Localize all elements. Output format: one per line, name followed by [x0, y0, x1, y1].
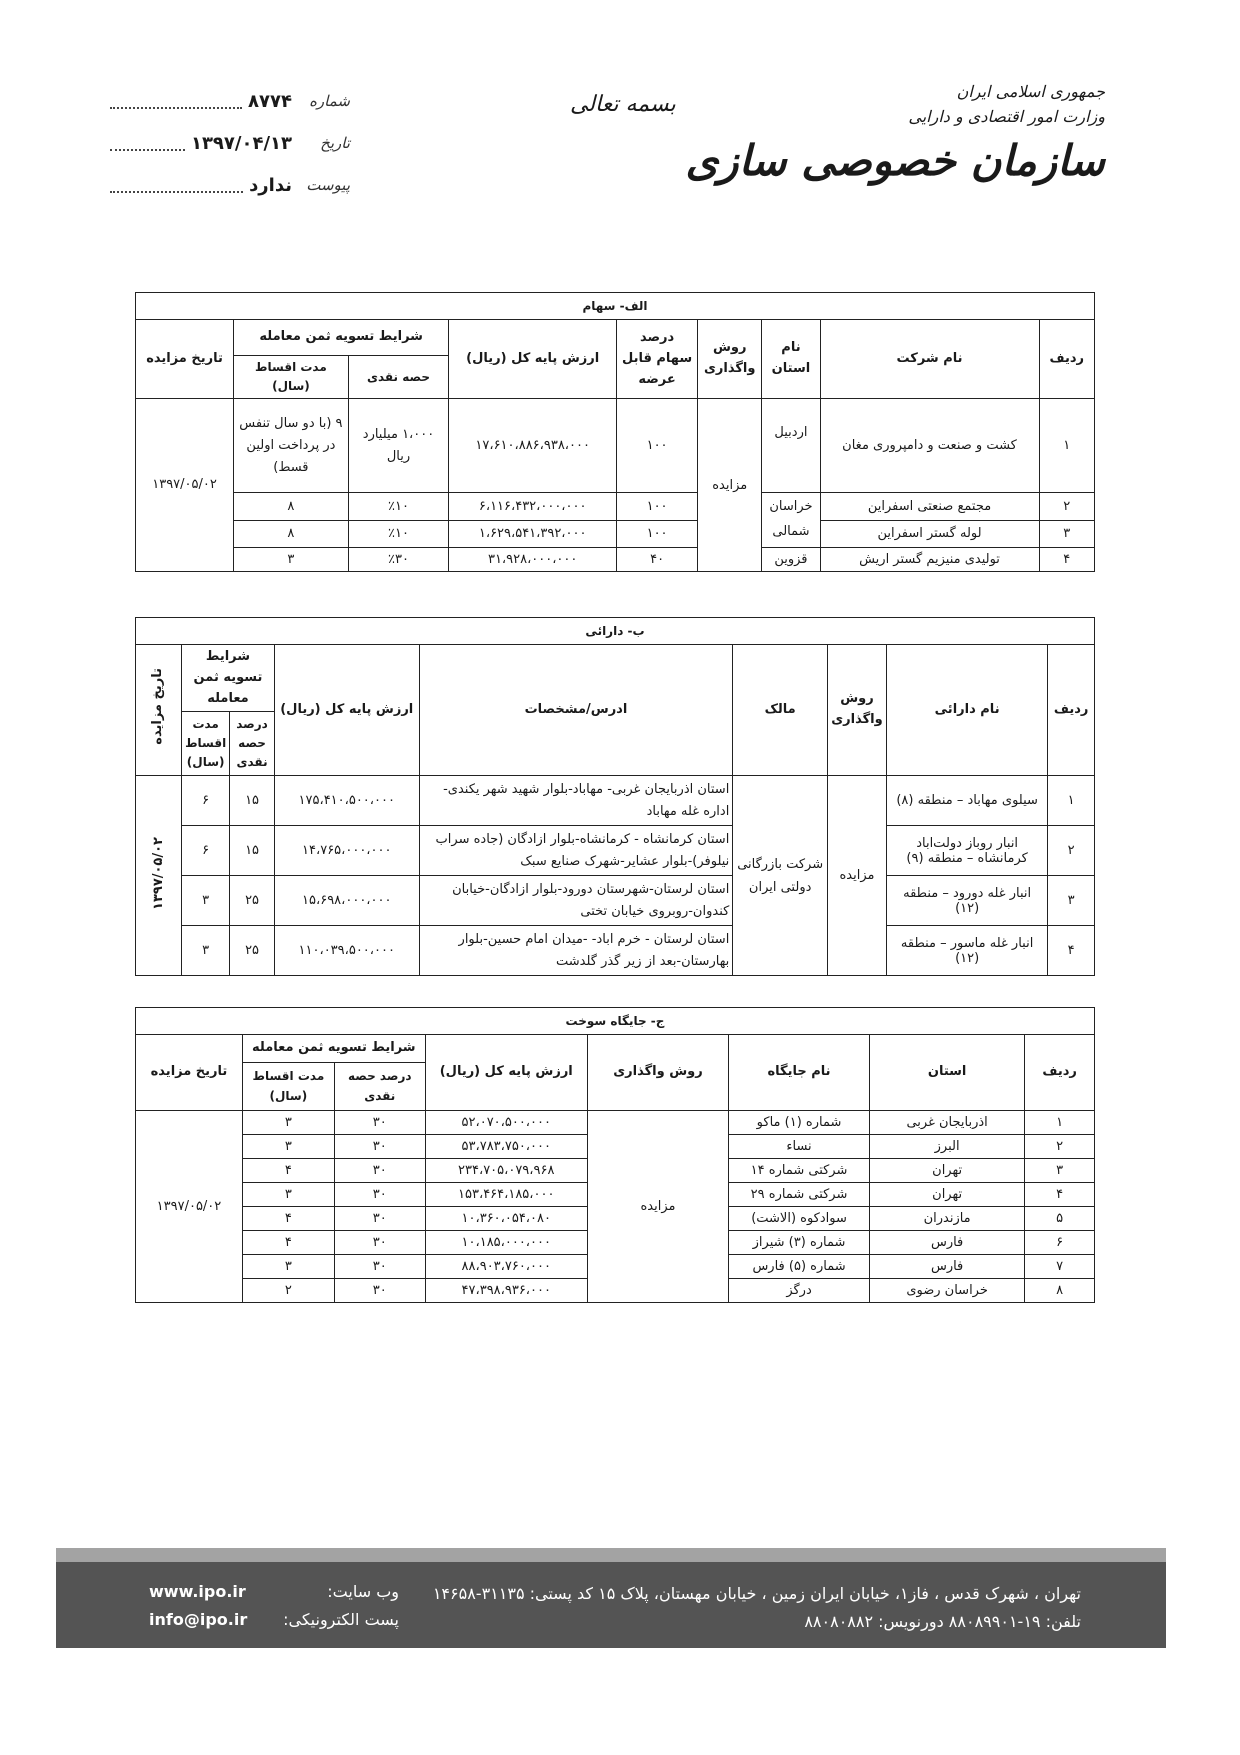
cell-row: ۲ — [1048, 826, 1095, 876]
table-caption: الف- سهام — [136, 293, 1095, 320]
cell-value: ۴۷،۳۹۸،۹۳۶،۰۰۰ — [425, 1279, 587, 1303]
cell-address: استان لرستان-شهرستان دورود-بلوار ازادگان-خیابان کندوان-روبروی خیابان تختی — [419, 876, 733, 926]
cell-row: ۴ — [1025, 1183, 1095, 1207]
cell-installments: ۸ — [234, 520, 349, 547]
website-link[interactable]: www.ipo.ir — [149, 1582, 246, 1601]
cell-cash: ۲۵ — [230, 926, 275, 976]
footer-phone: تلفن: ۱۹-۸۸۰۸۹۹۰۱ دورنویس: ۸۸۰۸۰۸۸۲ — [804, 1612, 1081, 1631]
cell-company: تولیدی منیزیم گستر اریش — [820, 547, 1039, 571]
letter-attachment-row — [110, 164, 350, 206]
cell-method: مزایده — [587, 1111, 728, 1303]
website-row — [149, 1578, 399, 1606]
assets-table — [135, 617, 1095, 976]
cell-installments: ۳ — [182, 876, 230, 926]
cell-installments: ۳ — [182, 926, 230, 976]
cell-station: شرکتی شماره ۲۹ — [729, 1183, 870, 1207]
cell-value: ۱۵۳،۴۶۴،۱۸۵،۰۰۰ — [425, 1183, 587, 1207]
cell-cash: ۳۰ — [334, 1159, 425, 1183]
email-link[interactable]: info@ipo.ir — [149, 1610, 248, 1629]
cell-value: ۱۴،۷۶۵،۰۰۰،۰۰۰ — [274, 826, 419, 876]
table-row — [136, 826, 1095, 876]
cell-row: ۷ — [1025, 1255, 1095, 1279]
table-row — [136, 547, 1095, 571]
cell-value: ۱۱۰،۰۳۹،۵۰۰،۰۰۰ — [274, 926, 419, 976]
cell-province: قزوین — [762, 547, 820, 571]
cell-value: ۵۳،۷۸۳،۷۵۰،۰۰۰ — [425, 1135, 587, 1159]
footer-address: تهران ، شهرک قدس ، فاز۱، خیابان ایران زمین ، خیابان مهستان، پلاک ۱۵ کد پستی: ۳۱۱۳۵-۱۴۶۵۸ — [432, 1584, 1081, 1603]
auction-date-header: تاریخ مزایده — [150, 667, 166, 745]
cell-row: ۳ — [1025, 1159, 1095, 1183]
cell-installments: ۳ — [234, 547, 349, 571]
cell-row: ۵ — [1025, 1207, 1095, 1231]
cell-cash: ۳۰ — [334, 1255, 425, 1279]
cell-installments: ۳ — [242, 1183, 334, 1207]
col-header: نام استان — [762, 320, 820, 399]
org-name: سازمان خصوصی سازی — [685, 136, 1105, 185]
cell-station: شرکتی شماره ۱۴ — [729, 1159, 870, 1183]
cell-cash: ۳۰ — [334, 1279, 425, 1303]
cell-value: ۸۸،۹۰۳،۷۶۰،۰۰۰ — [425, 1255, 587, 1279]
col-header: ارزش پایه کل (ریال) — [274, 645, 419, 776]
col-header: مدت اقساط (سال) — [182, 712, 230, 776]
letter-meta — [110, 80, 350, 206]
cell-value: ۶،۱۱۶،۴۳۲،۰۰۰،۰۰۰ — [449, 493, 617, 520]
col-header: درصد حصه نقدی — [334, 1063, 425, 1111]
cell-value: ۱۵،۶۹۸،۰۰۰،۰۰۰ — [274, 876, 419, 926]
cell-station: نساء — [729, 1135, 870, 1159]
cell-province: خراسان شمالی — [762, 493, 820, 547]
cell-installments: ۳ — [242, 1255, 334, 1279]
col-header: مالک — [733, 645, 828, 776]
cell-row: ۴ — [1048, 926, 1095, 976]
cell-station: شماره (۳) شیراز — [729, 1231, 870, 1255]
auction-date-value: ۱۳۹۷/۰۵/۰۲ — [151, 837, 167, 911]
col-header: تاریخ مزایده — [136, 1035, 243, 1111]
cell-cash: ۱۵ — [230, 776, 275, 826]
cell-installments: ۳ — [242, 1111, 334, 1135]
cell-installments: ۹ (با دو سال تنفس در پرداخت اولین قسط) — [234, 399, 349, 493]
col-header: شرایط تسویه ثمن معامله — [182, 645, 275, 712]
table-row — [136, 520, 1095, 547]
cell-asset: انبار غله ماسور – منطقه (۱۲) — [886, 926, 1047, 976]
col-header: مدت اقساط (سال) — [234, 356, 349, 399]
org-line-1: جمهوری اسلامی ایران — [956, 82, 1105, 101]
cell-value: ۱۰،۳۶۰،۰۵۴،۰۸۰ — [425, 1207, 587, 1231]
cell-auction-date: ۱۳۹۷/۰۵/۰۲ — [136, 399, 234, 571]
shares-table — [135, 292, 1095, 572]
cell-row: ۶ — [1025, 1231, 1095, 1255]
cell-owner: شرکت بازرگانی دولتی ایران — [733, 776, 828, 976]
cell-percent: ۱۰۰ — [617, 399, 698, 493]
cell-installments: ۶ — [182, 826, 230, 876]
cell-installments: ۴ — [242, 1207, 334, 1231]
col-header: نام جایگاه — [729, 1035, 870, 1111]
attachment-label: پیوست — [306, 176, 350, 194]
date-label: تاریخ — [320, 134, 350, 152]
letter-date-row — [110, 122, 350, 164]
cell-province: خراسان رضوی — [869, 1279, 1024, 1303]
col-header: ادرس/مشخصات — [419, 645, 733, 776]
cell-value: ۱۷،۶۱۰،۸۸۶،۹۳۸،۰۰۰ — [449, 399, 617, 493]
dotted-line — [110, 135, 185, 151]
cell-cash: ۱،۰۰۰ میلیارد ریال — [348, 399, 449, 493]
col-header: ارزش پایه کل (ریال) — [449, 320, 617, 399]
cell-asset: انبار روباز دولت‌اباد کرمانشاه – منطقه (۹) — [886, 826, 1047, 876]
cell-row: ۱ — [1039, 399, 1094, 493]
cell-cash: ۳۰ — [334, 1207, 425, 1231]
cell-installments: ۴ — [242, 1231, 334, 1255]
cell-asset: انبار غله دورود – منطقه (۱۲) — [886, 876, 1047, 926]
cell-company: لوله گستر اسفراین — [820, 520, 1039, 547]
cell-address: استان اذربایجان غربی- مهاباد-بلوار شهید شهر یکندی- اداره غله مهاباد — [419, 776, 733, 826]
cell-cash: ۲۵ — [230, 876, 275, 926]
fuel-stations-table — [135, 1007, 1095, 1303]
org-letterhead — [685, 82, 1105, 185]
col-header: نام دارائی — [886, 645, 1047, 776]
org-line-2: وزارت امور اقتصادی و دارایی — [908, 107, 1105, 126]
col-header: درصد حصه نقدی — [230, 712, 275, 776]
cell-installments: ۸ — [234, 493, 349, 520]
cell-row: ۳ — [1048, 876, 1095, 926]
cell-percent: ۱۰۰ — [617, 520, 698, 547]
cell-value: ۱،۶۲۹،۵۴۱،۳۹۲،۰۰۰ — [449, 520, 617, 547]
col-header: حصه نقدی — [348, 356, 449, 399]
cell-cash: ۳۰ — [334, 1135, 425, 1159]
cell-installments: ۴ — [242, 1159, 334, 1183]
cell-value: ۲۳۴،۷۰۵،۰۷۹،۹۶۸ — [425, 1159, 587, 1183]
cell-station: شماره (۱) ماکو — [729, 1111, 870, 1135]
cell-cash: ۳۰ — [334, 1231, 425, 1255]
cell-province: تهران — [869, 1159, 1024, 1183]
cell-province: البرز — [869, 1135, 1024, 1159]
table-row — [136, 776, 1095, 826]
letter-number-row — [110, 80, 350, 122]
cell-cash: ٪۱۰ — [348, 520, 449, 547]
dotted-line — [110, 177, 243, 193]
cell-installments: ۶ — [182, 776, 230, 826]
cell-cash: ۳۰ — [334, 1111, 425, 1135]
number-value: ۸۷۷۴ — [248, 90, 292, 112]
cell-cash: ۳۰ — [334, 1183, 425, 1207]
cell-installments: ۳ — [242, 1135, 334, 1159]
footer — [56, 1548, 1166, 1648]
footer-web — [149, 1578, 399, 1634]
cell-row: ۳ — [1039, 520, 1094, 547]
col-header: ردیف — [1039, 320, 1094, 399]
col-header: شرایط تسویه ثمن معامله — [234, 320, 449, 356]
table-row — [136, 399, 1095, 493]
cell-province: اردبیل — [762, 399, 820, 493]
col-header: ارزش پایه کل (ریال) — [425, 1035, 587, 1111]
cell-row: ۲ — [1025, 1135, 1095, 1159]
cell-address: استان لرستان - خرم اباد- -میدان امام حسین-بلوار بهارستان-بعد از زیر گذر گلدشت — [419, 926, 733, 976]
cell-address: استان کرمانشاه - کرمانشاه-بلوار ازادگان (جاده سراب نیلوفر)-بلوار عشایر-شهرک صنایع سبک — [419, 826, 733, 876]
cell-cash: ۱۵ — [230, 826, 275, 876]
col-header: نام شرکت — [820, 320, 1039, 399]
col-header: مدت اقساط (سال) — [242, 1063, 334, 1111]
table-row — [136, 876, 1095, 926]
cell-method: مزایده — [827, 776, 886, 976]
email-label: پست الکترونیکی: — [283, 1610, 399, 1629]
col-header: تاریخ مزایده — [136, 320, 234, 399]
cell-province: مازندران — [869, 1207, 1024, 1231]
cell-percent: ۴۰ — [617, 547, 698, 571]
cell-auction-date: ۱۳۹۷/۰۵/۰۲ — [136, 1111, 243, 1303]
cell-cash: ٪۳۰ — [348, 547, 449, 571]
cell-percent: ۱۰۰ — [617, 493, 698, 520]
table-caption: ب- دارائی — [136, 618, 1095, 645]
cell-asset: سیلوی مهاباد – منطقه (۸) — [886, 776, 1047, 826]
col-header: روش واگذاری — [827, 645, 886, 776]
col-header: ردیف — [1048, 645, 1095, 776]
cell-row: ۸ — [1025, 1279, 1095, 1303]
footer-stripe — [56, 1548, 1166, 1562]
basmala: بسمه تعالی — [570, 92, 676, 117]
cell-station: درگز — [729, 1279, 870, 1303]
cell-row: ۴ — [1039, 547, 1094, 571]
cell-installments: ۲ — [242, 1279, 334, 1303]
table-caption: ج- جایگاه سوخت — [136, 1008, 1095, 1035]
footer-contact — [433, 1580, 1081, 1636]
number-label: شماره — [309, 92, 350, 110]
cell-cash: ٪۱۰ — [348, 493, 449, 520]
cell-row: ۲ — [1039, 493, 1094, 520]
date-value: ۱۳۹۷/۰۴/۱۳ — [190, 132, 292, 154]
attachment-value: ندارد — [249, 174, 292, 196]
col-header: درصد سهام قابل عرضه — [617, 320, 698, 399]
col-header: استان — [869, 1035, 1024, 1111]
email-row — [149, 1606, 399, 1634]
cell-station: شماره (۵) فارس — [729, 1255, 870, 1279]
cell-company: مجتمع صنعتی اسفراین — [820, 493, 1039, 520]
table-row — [136, 926, 1095, 976]
col-header: ردیف — [1025, 1035, 1095, 1111]
cell-value: ۱۰،۱۸۵،۰۰۰،۰۰۰ — [425, 1231, 587, 1255]
cell-value: ۱۷۵،۴۱۰،۵۰۰،۰۰۰ — [274, 776, 419, 826]
cell-province: فارس — [869, 1231, 1024, 1255]
cell-value: ۵۲،۰۷۰،۵۰۰،۰۰۰ — [425, 1111, 587, 1135]
table-row — [136, 493, 1095, 520]
cell-row: ۱ — [1048, 776, 1095, 826]
cell-company: کشت و صنعت و دامپروری مغان — [820, 399, 1039, 493]
cell-province: فارس — [869, 1255, 1024, 1279]
col-header — [136, 645, 182, 776]
cell-province: تهران — [869, 1183, 1024, 1207]
col-header: شرایط تسویه ثمن معامله — [242, 1035, 425, 1063]
dotted-line — [110, 93, 242, 109]
cell-province: اذربایجان غربی — [869, 1111, 1024, 1135]
cell-value: ۳۱،۹۲۸،۰۰۰،۰۰۰ — [449, 547, 617, 571]
cell-method: مزایده — [698, 399, 762, 571]
col-header: روش واگذاری — [587, 1035, 728, 1111]
cell-station: سوادکوه (الاشت) — [729, 1207, 870, 1231]
website-label: وب سایت: — [327, 1582, 399, 1601]
cell-row: ۱ — [1025, 1111, 1095, 1135]
cell-auction-date — [136, 776, 182, 976]
table-row — [136, 1111, 1095, 1135]
col-header: روش واگذاری — [698, 320, 762, 399]
